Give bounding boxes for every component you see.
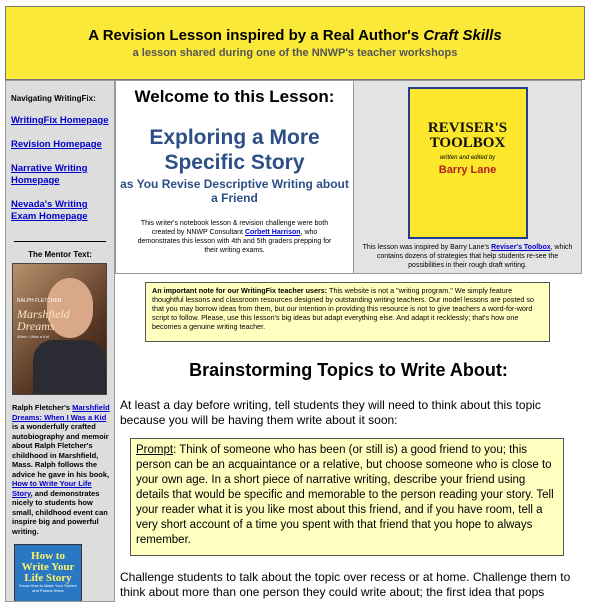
cover-subtitle: When I Was a Kid	[17, 334, 49, 339]
nav-link-writingfix-home[interactable]: WritingFix Homepage	[11, 115, 109, 126]
sidebar	[5, 80, 115, 602]
challenge-paragraph: Challenge students to talk about the topic over recess or at home. Challenge them to think about more than one person they could write about; the first idea that pops	[120, 570, 571, 599]
marshfield-dreams-link[interactable]: Marshfield Dreams: When I Was a Kid	[12, 403, 110, 422]
prompt-box	[130, 438, 564, 556]
welcome-panel	[115, 80, 354, 274]
toolbox-cover-byline: written and edited by	[439, 155, 496, 161]
teacher-note-box	[145, 282, 550, 342]
banner-subtitle: a lesson shared during one of the NNWP's teacher workshops	[132, 47, 458, 59]
boy-shirt-image	[33, 340, 105, 394]
brainstorm-intro: At least a day before writing, tell students they will need to think about this topic because you will be having them write about it soon:	[120, 398, 541, 427]
lesson-credit: This writer's notebook lesson & revision challenge were both created by NNWP Consultant Corbett Harrison, who demonstrates this lesson with 4th and 5th graders prepping for their writing exams.	[137, 220, 332, 254]
prompt-text: : Think of someone who has been (or still is) a good friend to you; this person can be an acquaintance or a relative, but choose someone who is close to your own age. In a short piece of narrative writing, describe your friend using details that would be specific and memorable to the person reading your story. Tell your reader what it is you like most about this friend, and if you have room, tell a very short account of a time you spent with that friend that you hope to always remember.	[136, 444, 554, 546]
lesson-subtitle: as You Revise Descriptive Writing about a Friend	[120, 177, 349, 205]
lesson-title: Exploring a More Specific Story	[149, 126, 320, 174]
toolbox-cover-title: REVISER'S TOOLBOX	[427, 120, 508, 151]
nav-link-nevada-exam-home[interactable]: Nevada's Writing Exam Homepage	[11, 199, 88, 222]
cover-author: RALPH FLETCHER	[17, 298, 62, 304]
life-story-cover-title: How to Write Your Life Story	[21, 550, 75, 584]
corbett-harrison-link[interactable]: Corbett Harrison	[244, 229, 301, 236]
teacher-note-text: This website is not a "writing program." We simply feature thoughtful lessons and classroom resources designed by outstanding writing teachers. Our model lessons are posted so that you may borrow ideas from them, but our intention in providing this resource is not to give teachers a word-for-word script to follow. Please, use this lesson's big ideas but adapt everything else. And adapt it recklessly; that's how one becomes a genuine writing teacher.	[152, 286, 534, 331]
prompt-label: Prompt	[136, 444, 174, 456]
marshfield-dreams-cover-image[interactable]	[12, 263, 107, 395]
toolbox-cover-author: Barry Lane	[438, 164, 497, 176]
mentor-text-heading: The Mentor Text:	[28, 250, 92, 259]
inspiration-caption: This lesson was inspired by Barry Lane's Reviser's Toolbox, which contains dozens of strategies that help students re-see the possibilities in their rough draft writing.	[362, 244, 573, 269]
nav-link-narrative-home[interactable]: Narrative Writing Homepage	[11, 163, 88, 186]
banner-title: A Revision Lesson inspired by a Real Author's Craft Skills	[88, 27, 502, 44]
life-story-cover-subtitle: Know How to Make Your Stories and Poems Shine	[19, 583, 77, 593]
sidebar-divider	[14, 241, 106, 242]
cover-title: Marshfield Dreams	[17, 307, 70, 333]
inspiration-panel	[353, 80, 582, 274]
mentor-text-description: Ralph Fletcher's Marshfield Dreams: When I Was a Kid is a wonderfully crafted autobiography and memoir about Ralph Fletcher's childhood in Marshfield, Mass. Ralph follows the advice he gave in his book, How to Write Your Life Story, and demonstrates nicely to students how small, childhood event can inspire big and powerful writing.	[12, 403, 110, 536]
sidebar-nav-heading: Navigating WritingFix:	[11, 94, 96, 103]
life-story-link[interactable]: How to Write Your Life Story	[12, 479, 92, 498]
revisers-toolbox-cover-image[interactable]	[408, 87, 528, 239]
main-content	[115, 80, 582, 600]
welcome-heading: Welcome to this Lesson:	[134, 87, 335, 106]
revisers-toolbox-link[interactable]: Reviser's Toolbox	[491, 244, 551, 251]
teacher-note-bold: An important note for our WritingFix teacher users:	[152, 286, 328, 295]
life-story-cover-image[interactable]	[14, 544, 82, 602]
nav-link-revision-home[interactable]: Revision Homepage	[11, 139, 102, 150]
page-banner	[5, 6, 585, 80]
brainstorm-heading: Brainstorming Topics to Write About:	[189, 360, 508, 380]
